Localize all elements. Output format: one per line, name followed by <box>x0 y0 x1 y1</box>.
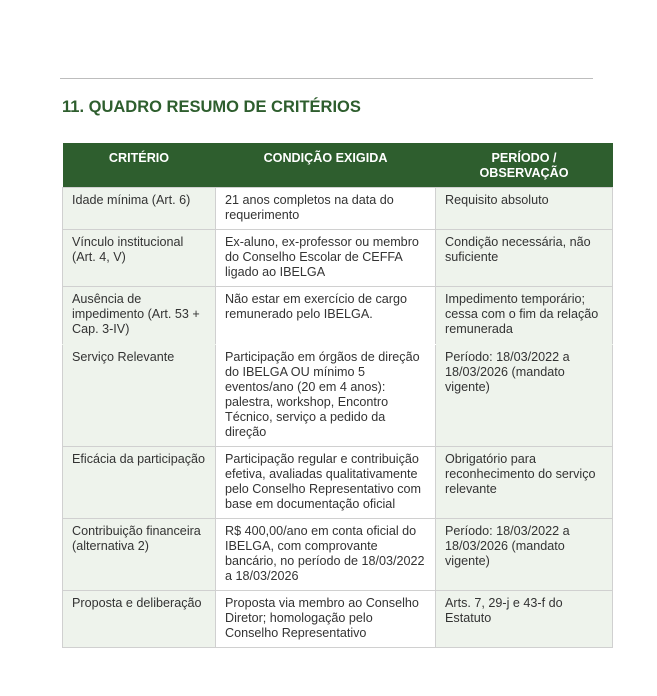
table-header-row <box>63 143 613 188</box>
horizontal-rule <box>60 78 593 79</box>
cell-condicao: Proposta via membro ao Conselho Diretor; homologação pelo Conselho Representativo <box>216 591 436 648</box>
table-row <box>63 591 613 648</box>
header-criterio: CRITÉRIO <box>63 143 216 188</box>
table-row <box>63 287 613 345</box>
cell-criterio: Vínculo institucional (Art. 4, V) <box>63 230 216 287</box>
cell-periodo: Período: 18/03/2022 a 18/03/2026 (mandato vigente) <box>436 345 613 447</box>
cell-criterio: Idade mínima (Art. 6) <box>63 188 216 230</box>
cell-periodo: Arts. 7, 29-j e 43-f do Estatuto <box>436 591 613 648</box>
criteria-summary-table <box>62 143 613 648</box>
cell-periodo: Obrigatório para reconhecimento do serviço relevante <box>436 447 613 519</box>
cell-periodo: Período: 18/03/2022 a 18/03/2026 (mandato vigente) <box>436 519 613 591</box>
cell-condicao: Participação regular e contribuição efetiva, avaliadas qualitativamente pelo Conselho Representativo com base em documentação oficial <box>216 447 436 519</box>
table-row <box>63 519 613 591</box>
header-periodo: PERÍODO / OBSERVAÇÃO <box>436 143 613 188</box>
cell-criterio: Contribuição financeira (alternativa 2) <box>63 519 216 591</box>
cell-condicao: Não estar em exercício de cargo remunerado pelo IBELGA. <box>216 287 436 345</box>
cell-condicao: R$ 400,00/ano em conta oficial do IBELGA, com comprovante bancário, no período de 18/03/2022 a 18/03/2026 <box>216 519 436 591</box>
cell-condicao: Ex-aluno, ex-professor ou membro do Conselho Escolar de CEFFA ligado ao IBELGA <box>216 230 436 287</box>
table-row <box>63 447 613 519</box>
table-row <box>63 188 613 230</box>
cell-criterio: Proposta e deliberação <box>63 591 216 648</box>
cell-criterio: Ausência de impedimento (Art. 53 + Cap. 3-IV) <box>63 287 216 345</box>
cell-periodo: Requisito absoluto <box>436 188 613 230</box>
section-title: 11. QUADRO RESUMO DE CRITÉRIOS <box>62 98 361 116</box>
table-row <box>63 230 613 287</box>
table-row <box>63 345 613 447</box>
cell-condicao: 21 anos completos na data do requerimento <box>216 188 436 230</box>
cell-periodo: Condição necessária, não suficiente <box>436 230 613 287</box>
cell-condicao: Participação em órgãos de direção do IBELGA OU mínimo 5 eventos/ano (20 em 4 anos): palestra, workshop, Encontro Técnico, serviço a pedido da direção <box>216 345 436 447</box>
cell-criterio: Serviço Relevante <box>63 345 216 447</box>
cell-criterio: Eficácia da participação <box>63 447 216 519</box>
header-condicao: CONDIÇÃO EXIGIDA <box>216 143 436 188</box>
cell-periodo: Impedimento temporário; cessa com o fim da relação remunerada <box>436 287 613 345</box>
